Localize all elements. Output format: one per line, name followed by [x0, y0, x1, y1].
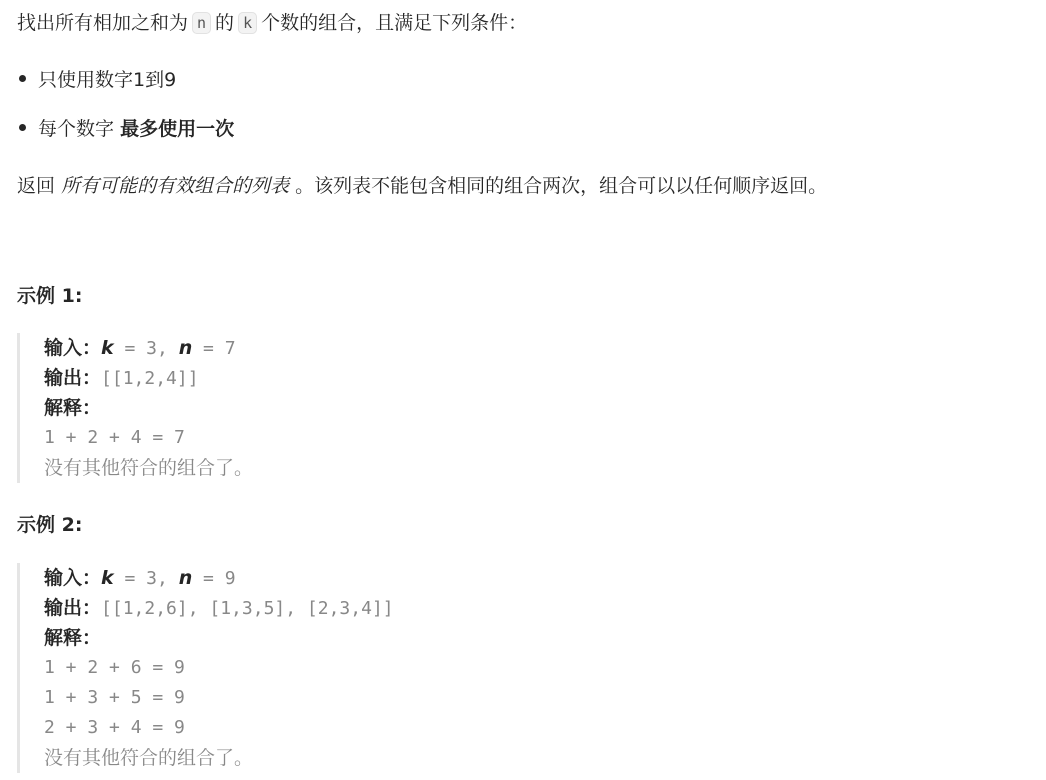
example-1-explain-line: 1 + 2 + 4 = 7 [44, 427, 185, 448]
example-2-title: 示例 2: [17, 514, 83, 536]
input-label: 输入： [44, 567, 102, 589]
return-italic: 所有可能的有效组合的列表 [61, 175, 290, 197]
n-value: = 9 [192, 568, 236, 589]
intro-text-3: 个数的组合，且满足下列条件： [261, 12, 528, 34]
example-1-input [44, 333, 944, 363]
input-label: 输入： [44, 337, 102, 359]
return-suffix: 。该列表不能包含相同的组合两次，组合可以以任何顺序返回。 [295, 175, 828, 197]
bullet-item-1 [17, 66, 176, 94]
output-label: 输出： [44, 597, 102, 619]
example-2-input [44, 563, 944, 593]
example-2-explain-line-1: 1 + 2 + 6 = 9 [44, 657, 185, 678]
intro-text-2: 的 [215, 12, 235, 34]
bullet-bold-2: 最多使用一次 [120, 118, 235, 140]
bullet-text-1: 只使用数字1到9 [38, 69, 177, 91]
example-2-explain-line-2: 1 + 3 + 5 = 9 [44, 687, 185, 708]
example-2-block [17, 563, 944, 773]
n-var: n [178, 567, 193, 589]
output-label: 输出： [44, 367, 102, 389]
intro-text-1: 找出所有相加之和为 [17, 12, 189, 34]
example-2-explain-line-3: 2 + 3 + 4 = 9 [44, 717, 185, 738]
bullet-dot [19, 75, 26, 82]
intro-line [17, 9, 527, 37]
example-1-note: 没有其他符合的组合了。 [44, 457, 254, 479]
output-value: [[1,2,4]] [101, 368, 199, 389]
n-value: = 7 [192, 338, 236, 359]
example-2-note: 没有其他符合的组合了。 [44, 747, 254, 769]
example-1-title: 示例 1: [17, 285, 83, 307]
bullet-item-2 [17, 115, 234, 143]
k-code: k [238, 12, 257, 34]
example-1-explain [44, 393, 944, 423]
explain-label: 解释： [44, 397, 102, 419]
k-var: k [101, 337, 114, 359]
return-line [17, 172, 827, 200]
output-value: [[1,2,6], [1,3,5], [2,3,4]] [101, 598, 394, 619]
bullet-dot [19, 124, 26, 131]
n-code: n [192, 12, 211, 34]
bullet-text-2: 每个数字 [38, 118, 115, 140]
k-var: k [101, 567, 114, 589]
example-1-output [44, 363, 944, 393]
k-value: = 3, [113, 338, 179, 359]
example-2-output [44, 593, 944, 623]
example-1-block [17, 333, 944, 483]
example-2-explain [44, 623, 944, 653]
k-value: = 3, [113, 568, 179, 589]
explain-label: 解释： [44, 627, 102, 649]
n-var: n [178, 337, 193, 359]
return-prefix: 返回 [17, 175, 56, 197]
